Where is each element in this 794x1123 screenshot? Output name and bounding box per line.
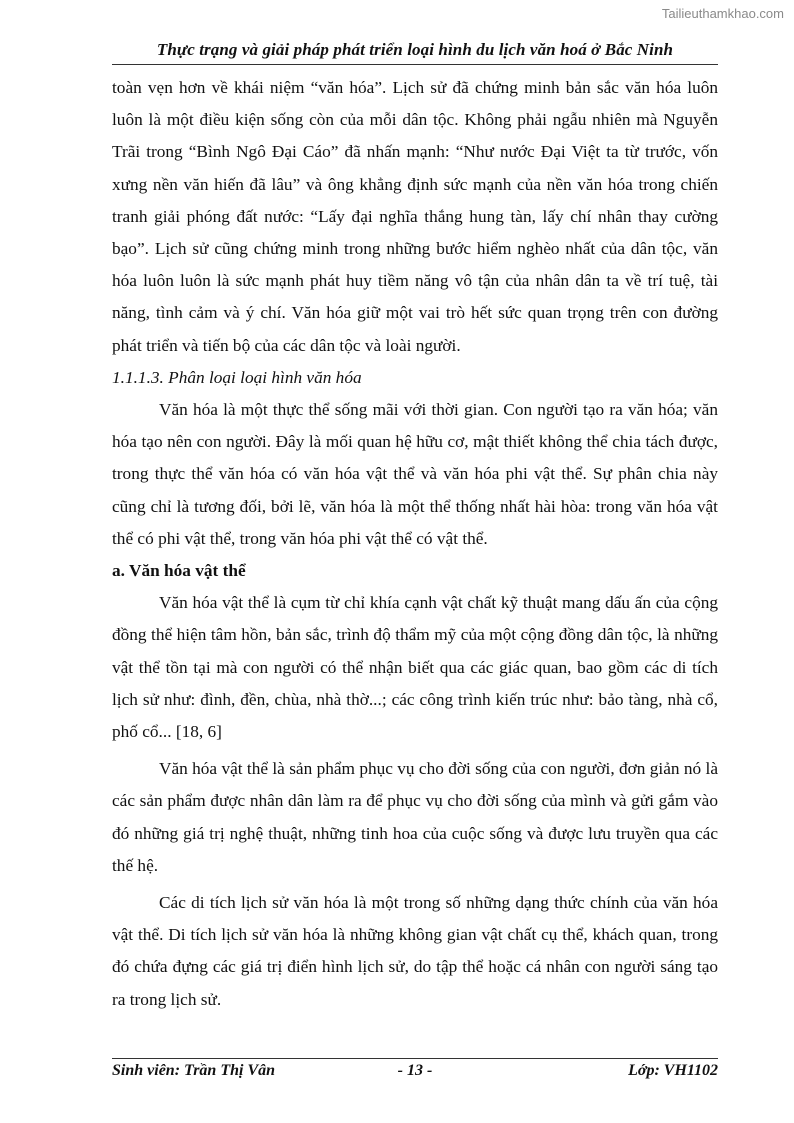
section-heading: a. Văn hóa vật thể: [112, 561, 246, 581]
watermark: Tailieuthamkhao.com: [661, 6, 784, 21]
paragraph: Các di tích lịch sử văn hóa là một trong số những dạng thức chính của văn hóa vật thể. Di tích lịch sử văn hóa là những không gian vật chất cụ thể, khách quan, trong đó chứa đựng các giá trị điển hình lịch sử, do tập thể hoặc cá nhân con người sáng tạo ra trong lịch sử.: [112, 893, 718, 1009]
paragraph: Văn hóa vật thể là sản phẩm phục vụ cho đời sống của con người, đơn giản nó là các sản phẩm được nhân dân làm ra để phục vụ cho đời sống của mình và gửi gắm vào đó những giá trị nghệ thuật, những tinh hoa của cuộc sống và được lưu truyền qua các thế hệ.: [112, 759, 718, 875]
document-body: [112, 72, 718, 1016]
page-number: - 13 -: [397, 1062, 433, 1079]
page-header-title: Thực trạng và giải pháp phát triển loại hình du lịch văn hoá ở Bắc Ninh: [112, 40, 718, 65]
footer-class: Lớp: VH1102: [628, 1062, 718, 1079]
paragraph: toàn vẹn hơn về khái niệm “văn hóa”. Lịch sử đã chứng minh bản sắc văn hóa luôn luôn là một điều kiện sống còn của mỗi dân tộc. Không phải ngẫu nhiên mà Nguyễn Trãi trong “Bình Ngô Đại Cáo” đã nhấn mạnh: “Như nước Đại Việt ta từ trước, vốn xưng nền văn hiến đã lâu” và ông khẳng định sức mạnh của nền văn hóa trong chiến tranh giải phóng đất nước: “Lấy đại nghĩa thắng hung tàn, lấy chí nhân thay cường bạo”. Lịch sử cũng chứng minh trong những bước hiểm nghèo nhất của dân tộc, văn hóa luôn luôn là sức mạnh phát huy tiềm năng vô tận của nhân dân ta về trí tuệ, tài năng, tình cảm và ý chí. Văn hóa giữ một vai trò hết sức quan trọng trên con đường phát triển và tiến bộ của các dân tộc và loài người.: [112, 78, 718, 355]
paragraph: Văn hóa là một thực thể sống mãi với thời gian. Con người tạo ra văn hóa; văn hóa tạo nên con người. Đây là mối quan hệ hữu cơ, mật thiết không thể chia tách được, trong thực thể văn hóa có văn hóa vật thể và văn hóa phi vật thể. Sự phân chia này cũng chỉ là tương đối, bởi lẽ, văn hóa là một thể thống nhất hài hòa: trong văn hóa vật thể có phi vật thể, trong văn hóa phi vật thể có vật thể.: [112, 400, 718, 548]
footer-student: Sinh viên: Trần Thị Vân: [112, 1062, 276, 1079]
subsection-heading: 1.1.1.3. Phân loại loại hình văn hóa: [112, 367, 362, 387]
paragraph: Văn hóa vật thể là cụm từ chỉ khía cạnh vật chất kỹ thuật mang dấu ấn của cộng đồng thể hiện tâm hồn, bản sắc, trình độ thẩm mỹ của một cộng đồng dân tộc, là những vật thể tồn tại mà con người có thể nhận biết qua các giác quan, bao gồm các di tích lịch sử như: đình, đền, chùa, nhà thờ...; các công trình kiến trúc như: bảo tàng, nhà cổ, phố cổ... [18, 6]: [112, 593, 718, 742]
page-footer: [112, 1058, 718, 1086]
